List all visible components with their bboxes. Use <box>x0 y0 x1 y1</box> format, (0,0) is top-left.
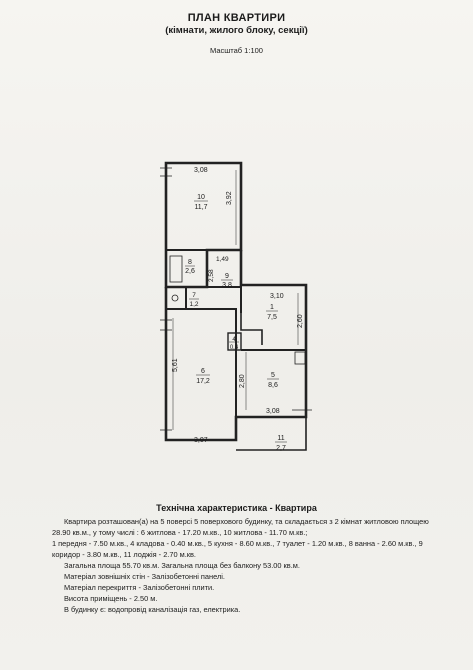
storage-wall <box>241 313 262 345</box>
dim-bath-depth: 1,49 <box>216 256 229 263</box>
dim-kitchen-width: 3,08 <box>266 408 280 415</box>
room-number: 6 <box>201 368 205 375</box>
toilet-bowl <box>172 295 178 301</box>
tech-line: Висота приміщень - 2.50 м. <box>64 594 158 603</box>
tech-line: 28.90 кв.м., у тому числі : 6 житлова - 17.20 м.кв., 10 житлова - 11.70 м.кв.; <box>52 528 308 537</box>
document-title: ПЛАН КВАРТИРИ <box>187 12 286 24</box>
tech-line: Загальна площа 55.70 кв.м. Загальна площа без балкону 53.00 кв.м. <box>64 561 300 570</box>
room-label-11 <box>275 435 287 452</box>
room-area: 7,5 <box>267 314 277 321</box>
room-number: 4 <box>232 337 236 343</box>
room-number: 9 <box>225 273 229 280</box>
room-number: 5 <box>271 372 275 379</box>
room-label-9 <box>221 273 233 289</box>
room-label-10 <box>194 194 208 211</box>
room-number: 1 <box>270 304 274 311</box>
outer-wall <box>166 163 241 287</box>
room-label-6 <box>196 368 210 385</box>
tech-line: 1 передня - 7.50 м.кв., 4 кладова - 0.40 м.кв., 5 кухня - 8.60 м.кв., 7 туалет - 1.20 м.кв., 8 ванна - 2.60 м.кв., 9 <box>52 539 423 548</box>
tech-line: Матеріал зовнішніх стін - Залізобетонні панелі. <box>64 572 225 581</box>
dim-hall-depth: 2,58 <box>208 269 215 282</box>
room-area: 1,2 <box>189 301 199 308</box>
dim-hall-height: 2,60 <box>297 314 304 328</box>
room-number: 8 <box>188 259 192 266</box>
tech-line: В будинку є: водопровід каналізація газ, електрика. <box>64 605 241 614</box>
document-subtitle: (кімнати, жилого блоку, секції) <box>165 25 308 36</box>
dim-bottom-width: 3,07 <box>194 437 208 444</box>
room-area: 0,4 <box>229 345 239 351</box>
dim-room6-height: 5,61 <box>172 358 179 372</box>
kitchen-unit <box>295 352 305 364</box>
room-area: 17,2 <box>196 378 210 385</box>
toilet-wall <box>166 287 186 309</box>
room-number: 7 <box>192 292 196 299</box>
dim-room10-depth: 3,92 <box>226 191 233 205</box>
tech-title: Технічна характеристика - Квартира <box>156 503 317 513</box>
scale-label: Масштаб 1:100 <box>210 46 263 55</box>
room-number: 11 <box>277 435 285 442</box>
loggia-wall <box>236 417 306 450</box>
room-area: 3,8 <box>222 282 232 289</box>
room-label-5 <box>267 372 279 389</box>
room-label-1 <box>266 304 278 321</box>
room-number: 10 <box>197 194 205 201</box>
tech-line: Квартира розташован(а) на 5 поверсі 5 поверхового будинку, та складається з 2 кімнат житловою площею <box>64 517 429 526</box>
tech-line: Матеріал перекриття - Залізобетонні плити. <box>64 583 215 592</box>
tech-line: коридор - 3.80 м.кв., 11 лоджія - 2.70 м.кв. <box>52 550 196 559</box>
room-area: 2,6 <box>185 268 195 275</box>
dim-top-width: 3,08 <box>194 167 208 174</box>
room-label-8 <box>185 259 195 275</box>
dim-hall-width: 3,10 <box>270 293 284 300</box>
dim-storage-side: 2,80 <box>239 374 246 388</box>
tech-description <box>52 516 470 615</box>
room-area: 2,7 <box>276 445 286 452</box>
room-label-4 <box>229 337 239 351</box>
room-label-7 <box>189 292 199 308</box>
bathtub <box>170 256 182 282</box>
room-area: 11,7 <box>194 204 208 211</box>
room-area: 8,6 <box>268 382 278 389</box>
